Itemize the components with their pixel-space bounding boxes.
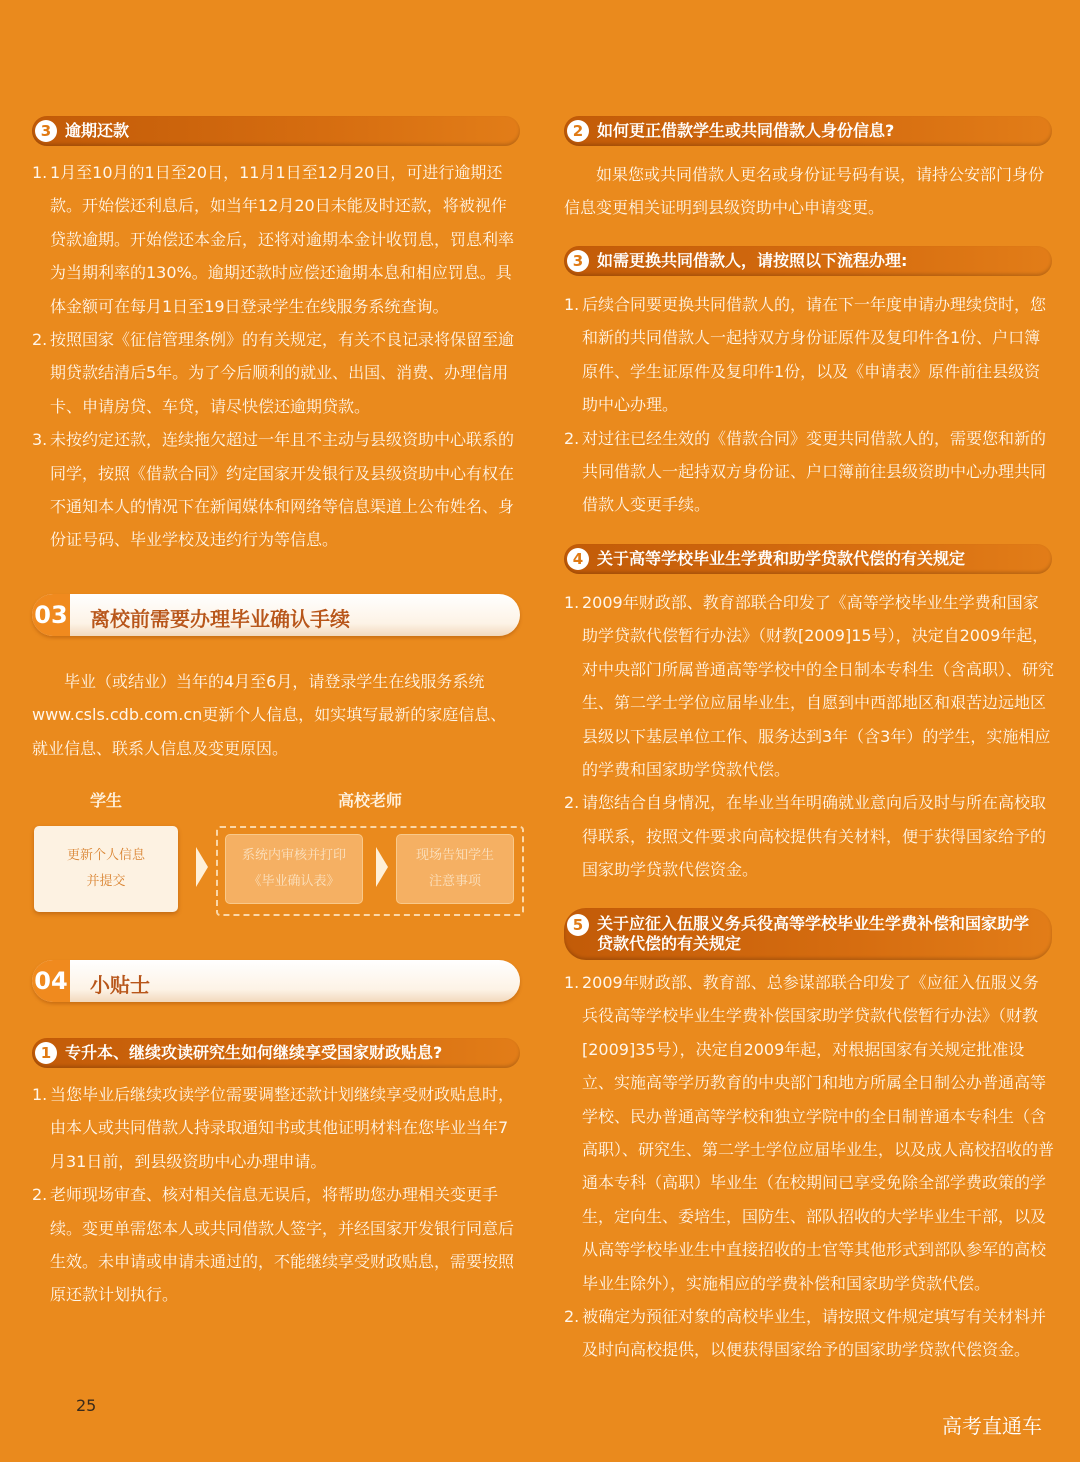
list-item <box>32 1178 522 1312</box>
flow-step-notify: 现场告知学生 注意事项 <box>396 834 514 904</box>
q2-text: 如果您或共同借款人更名或身份证号码有误，请持公安部门身份信息变更相关证明到县级资助中心申请变更。 <box>564 165 1045 218</box>
item-text: 请您结合自身情况，在毕业当年明确就业意向后及时与所在高校取得联系，按照文件要求向高校提供有关材料，便于获得国家给予的国家助学贷款代偿资金。 <box>582 793 1047 880</box>
list-item <box>564 1300 1054 1367</box>
tip1-list <box>32 1078 522 1312</box>
flow-arrow-2 <box>376 847 388 887</box>
list-item <box>32 323 522 423</box>
page-number: 25 <box>76 1396 97 1415</box>
q5-list <box>564 966 1054 1367</box>
flow-step-update-info: 更新个人信息 并提交 <box>34 826 178 912</box>
overdue-header <box>32 116 520 146</box>
watermark-text: 高考直通车 <box>942 1414 1042 1438</box>
q4-header <box>564 544 1052 574</box>
item-text: 1月至10月的1日至20日，11月1日至12月20日，可进行逾期还款。开始偿还利息后，如当年12月20日未能及时还款，将被视作贷款逾期。开始偿还本金后，还将对逾期本金计收罚息，罚息利率为当期利率的130%。逾期还款时应偿还逾期本息和相应罚息。具体金额可在每月1日至19日登录学生在线服务系统查询。 <box>50 163 515 316</box>
q4-list <box>564 586 1054 887</box>
item-number: 3. <box>32 430 48 450</box>
q3-title: 如需更换共同借款人，请按照以下流程办理: <box>597 251 908 270</box>
list-item <box>564 786 1054 886</box>
flow-student-label: 学生 <box>90 791 123 810</box>
q2-title: 如何更正借款学生或共同借款人身份信息? <box>597 121 895 140</box>
section-04-number: 04 <box>32 960 70 1002</box>
tip1-title: 专升本、继续攻读研究生如何继续享受国家财政贴息? <box>65 1043 443 1062</box>
item-number: 2. <box>32 1185 48 1205</box>
overdue-list <box>32 156 522 557</box>
tip1-header <box>32 1038 520 1068</box>
section-03-number: 03 <box>32 594 70 636</box>
flow-arrow-1 <box>196 847 208 887</box>
item-number: 2. <box>564 428 580 448</box>
item-text: 后续合同要更换共同借款人的，请在下一年度申请办理续贷时，您和新的共同借款人一起持双方身份证原件及复印件各1份、户口簿原件、学生证原件及复印件1份，以及《申请表》原件前往县级资助中心办理。 <box>582 295 1047 415</box>
q3-header <box>564 246 1052 276</box>
list-item <box>564 586 1054 786</box>
item-text: 未按约定还款，连续拖欠超过一年且不主动与县级资助中心联系的同学，按照《借款合同》约定国家开发银行及县级资助中心有权在不通知本人的情况下在新闻媒体和网络等信息渠道上公布姓名、身份证号码、毕业学校及违约行为等信息。 <box>50 430 515 550</box>
item-number: 1. <box>32 1085 48 1104</box>
item-text: 老师现场审查、核对相关信息无误后，将帮助您办理相关变更手续。变更单需您本人或共同借款人签字，并经国家开发银行同意后生效。未申请或申请未通过的，不能继续享受财政贴息，需要按照原还款计划执行。 <box>50 1185 515 1305</box>
list-item <box>32 156 522 323</box>
q2-number-badge: 2 <box>567 120 589 142</box>
item-number: 2. <box>564 793 580 813</box>
list-item <box>564 422 1054 522</box>
item-text: 对过往已经生效的《借款合同》变更共同借款人的，需要您和新的共同借款人一起持双方身份证、户口簿前往县级资助中心办理共同借款人变更手续。 <box>582 428 1047 515</box>
overdue-title: 逾期还款 <box>65 121 130 140</box>
item-number: 2. <box>564 1307 580 1327</box>
section-03-header <box>32 594 520 636</box>
overdue-number-badge: 3 <box>35 120 57 142</box>
list-item <box>32 423 522 557</box>
item-number: 1. <box>564 295 580 314</box>
list-item <box>564 966 1054 1300</box>
item-number: 1. <box>564 593 580 612</box>
section-03-text: 毕业（或结业）当年的4月至6月，请登录学生在线服务系统www.csls.cdb.com.cn更新个人信息，如实填写最新的家庭信息、就业信息、联系人信息及变更原因。 <box>32 672 507 758</box>
item-number: 2. <box>32 330 48 350</box>
section-04-title: 小贴士 <box>90 973 150 997</box>
item-number: 1. <box>32 163 48 182</box>
item-text: 2009年财政部、教育部、总参谋部联合印发了《应征入伍服义务兵役高等学校毕业生学费补偿国家助学贷款代偿暂行办法》（财教[2009]35号），决定自2009年起，对根据国家有关规定批准设立、实施高等学历教育的中央部门和地方所属全日制公办普通高等学校、民办普通高等学校和独立学院中的全日制普通本专科生（含高职）、研究生、第二学士学位应届毕业生，以及成人高校招收的普通本专科（高职）毕业生（在校期间已享受免除全部学费政策的学生，定向生、委培生，国防生、部队招收的大学毕业生干部，以及从高等学校毕业生中直接招收的士官等其他形式到部队参军的高校毕业生除外），实施相应的学费补偿和国家助学贷款代偿。 <box>582 973 1055 1293</box>
q3-number-badge: 3 <box>567 250 589 272</box>
item-text: 2009年财政部、教育部联合印发了《高等学校毕业生学费和国家助学贷款代偿暂行办法》（财教[2009]15号），决定自2009年起，对中央部门所属普通高等学校中的全日制本专科生（含高职）、研究生、第二学士学位应届毕业生，自愿到中西部地区和艰苦边远地区县级以下基层单位工作、服务达到3年（含3年）的学生，实施相应的学费和国家助学贷款代偿。 <box>582 593 1055 780</box>
list-item <box>564 288 1054 422</box>
q5-header <box>564 908 1052 960</box>
item-text: 当您毕业后继续攻读学位需要调整还款计划继续享受财政贴息时，由本人或共同借款人持录取通知书或其他证明材料在您毕业当年7月31日前，到县级资助中心办理申请。 <box>50 1085 515 1171</box>
flow-step-review-print: 系统内审核并打印 《毕业确认表》 <box>225 834 363 904</box>
item-text: 被确定为预征对象的高校毕业生，请按照文件规定填写有关材料并及时向高校提供，以便获得国家给予的国家助学贷款代偿资金。 <box>582 1307 1047 1360</box>
flow-teacher-label: 高校老师 <box>338 791 403 810</box>
q5-title: 关于应征入伍服义务兵役高等学校毕业生学费补偿和国家助学贷款代偿的有关规定 <box>597 914 1030 953</box>
q5-number-badge: 5 <box>567 914 589 936</box>
q4-title: 关于高等学校毕业生学费和助学贷款代偿的有关规定 <box>597 549 966 568</box>
q2-header <box>564 116 1052 146</box>
section-04-header <box>32 960 520 1002</box>
q4-number-badge: 4 <box>567 548 589 570</box>
item-number: 1. <box>564 973 580 992</box>
tip1-number-badge: 1 <box>35 1042 57 1064</box>
item-text: 按照国家《征信管理条例》的有关规定，有关不良记录将保留至逾期贷款结清后5年。为了今后顺利的就业、出国、消费、办理信用卡、申请房贷、车贷，请尽快偿还逾期贷款。 <box>50 330 515 416</box>
list-item <box>32 1078 522 1178</box>
section-03-title: 离校前需要办理毕业确认手续 <box>90 607 350 631</box>
q3-list <box>564 288 1054 522</box>
